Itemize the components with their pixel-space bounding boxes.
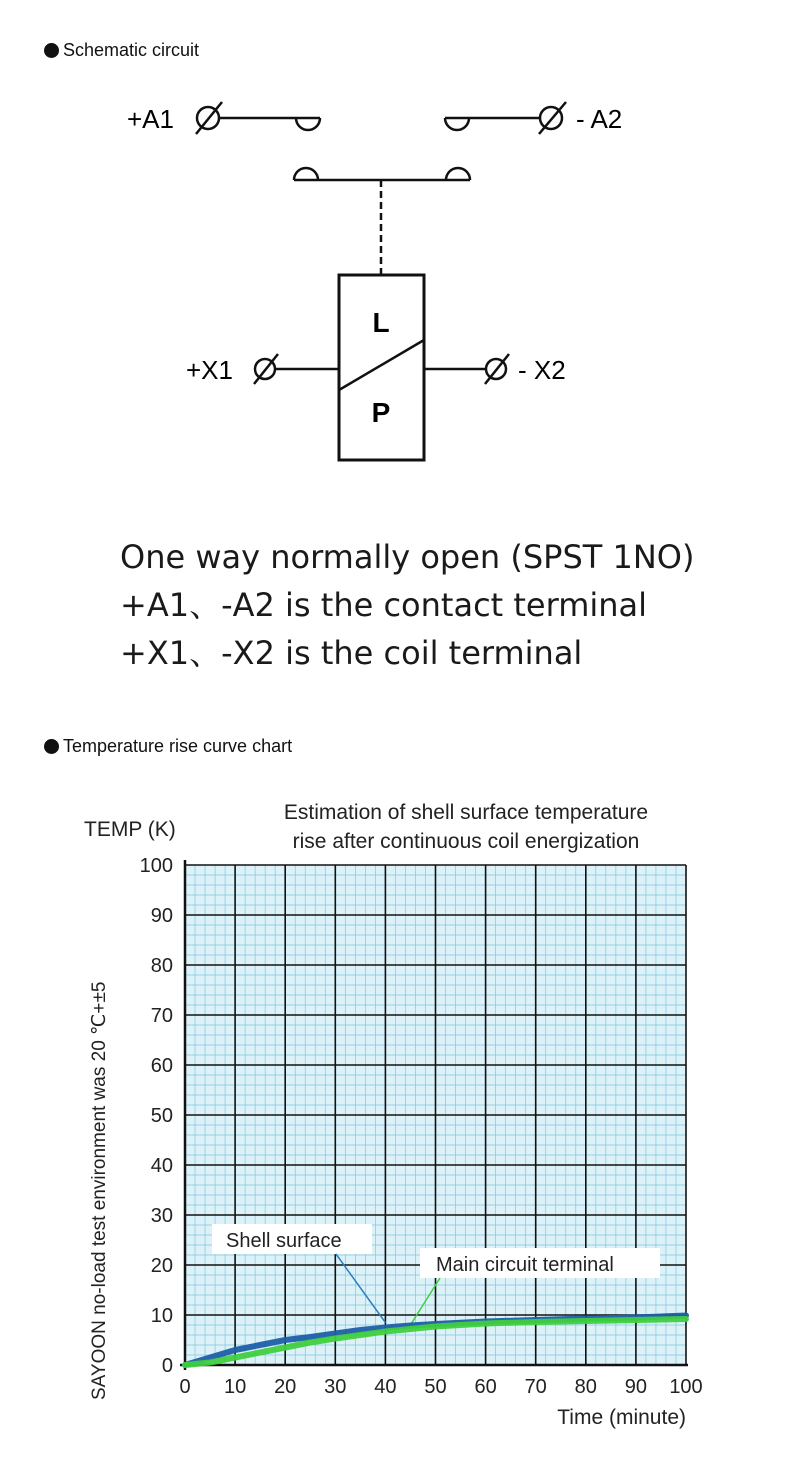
bullet-dot-icon: [44, 739, 59, 754]
schematic-description: [120, 533, 694, 677]
terminal-a1-label: +A1: [127, 104, 174, 134]
contact-terminal-a2: [445, 102, 622, 134]
x-tick-label: 20: [274, 1376, 297, 1398]
y-tick-label: 80: [150, 955, 173, 977]
moving-contact-bridge: [294, 168, 470, 275]
bullet-dot-icon: [44, 43, 59, 58]
fixed-contact-right-icon: [445, 118, 469, 130]
x-tick-label: 40: [374, 1376, 397, 1398]
x-tick-label: 70: [524, 1376, 547, 1398]
coil-label-p: P: [371, 397, 391, 428]
x-axis-title: Time (minute): [557, 1406, 686, 1429]
temperature-rise-chart: [0, 780, 790, 1440]
terminal-x2-label: - X2: [518, 355, 566, 385]
y-tick-label: 0: [161, 1355, 173, 1377]
description-line-2: +A1、-A2 is the contact terminal: [120, 586, 648, 624]
y-tick-label: 90: [150, 905, 173, 927]
y-axis-title: TEMP (K): [84, 818, 176, 841]
legend-label-main-circuit-terminal: Main circuit terminal: [436, 1254, 614, 1276]
coil-terminal-x2: [424, 354, 566, 385]
y-tick-label: 10: [150, 1305, 173, 1327]
y-tick-label: 50: [150, 1105, 173, 1127]
coil-label-l: L: [372, 307, 390, 338]
fixed-contact-left-icon: [296, 118, 320, 130]
contact-terminal-a1: [127, 102, 320, 134]
y-tick-label: 70: [150, 1005, 173, 1027]
y-tick-label: 100: [139, 855, 173, 877]
coil-terminal-x1: [186, 354, 339, 385]
chart-section-title: Temperature rise curve chart: [63, 736, 293, 756]
y-tick-label: 20: [150, 1255, 173, 1277]
chart-section-heading: [44, 736, 292, 757]
y-tick-label: 40: [150, 1155, 173, 1177]
description-line-3: +X1、-X2 is the coil terminal: [120, 634, 583, 672]
x-tick-label: 30: [324, 1376, 347, 1398]
schematic-section-heading: [44, 40, 199, 61]
x-tick-label: 10: [223, 1376, 247, 1398]
x-tick-label: 100: [669, 1376, 703, 1398]
y-tick-label: 30: [150, 1205, 173, 1227]
schematic-diagram: [0, 70, 790, 480]
chart-title-line-2: rise after continuous coil energization: [292, 830, 640, 853]
coil-box: [339, 275, 424, 460]
x-tick-label: 50: [424, 1376, 447, 1398]
x-tick-label: 90: [624, 1376, 648, 1398]
y-tick-label: 60: [150, 1055, 173, 1077]
terminal-a2-label: - A2: [576, 104, 623, 134]
chart-title-line-1: Estimation of shell surface temperature: [283, 801, 649, 824]
schematic-section-title: Schematic circuit: [63, 40, 200, 60]
legend-label-shell-surface: Shell surface: [226, 1230, 342, 1252]
x-tick-label: 0: [179, 1376, 191, 1398]
terminal-x1-label: +X1: [186, 355, 233, 385]
x-tick-label: 80: [574, 1376, 597, 1398]
y-axis-side-label: SAYOON no-load test environment was 20 ℃+±5: [89, 981, 110, 1400]
plot-area: [140, 855, 703, 1398]
description-line-1: One way normally open (SPST 1NO): [120, 538, 695, 576]
x-tick-label: 60: [474, 1376, 497, 1398]
